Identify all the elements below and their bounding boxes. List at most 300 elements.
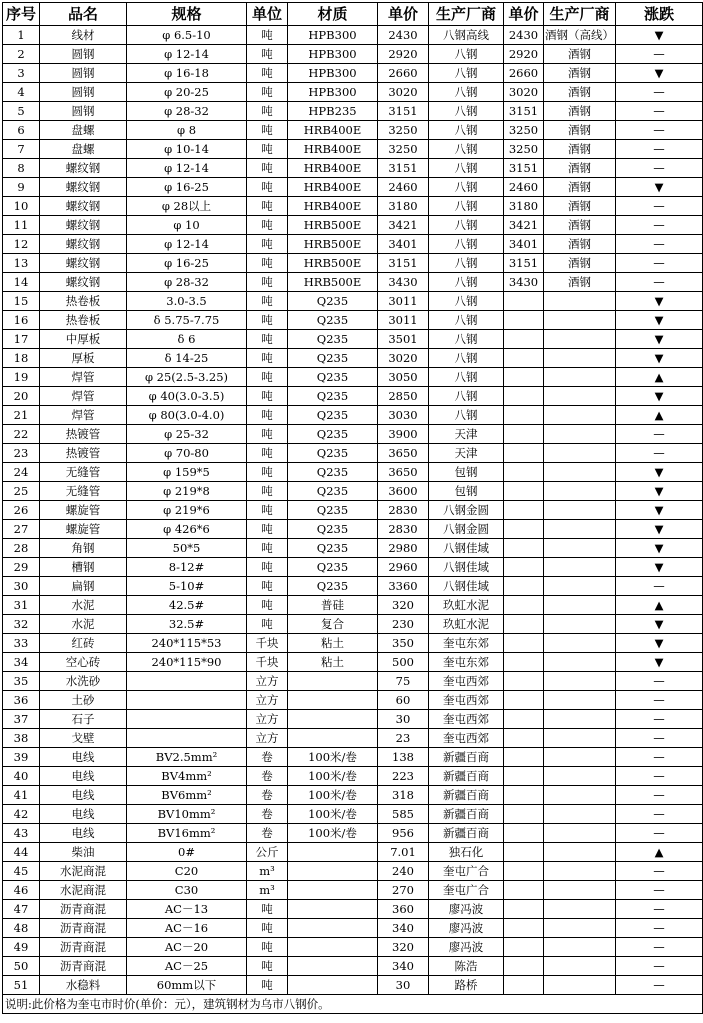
- cell-maker-2: [544, 558, 616, 577]
- cell-spec: φ 219*8: [127, 482, 247, 501]
- cell-price-2: [504, 710, 544, 729]
- cell-unit: 吨: [247, 197, 288, 216]
- cell-price-2: [504, 976, 544, 995]
- cell-no: 23: [3, 444, 40, 463]
- table-row: [3, 349, 703, 368]
- cell-maker-2: [544, 634, 616, 653]
- cell-unit: 吨: [247, 596, 288, 615]
- table-row: [3, 577, 703, 596]
- cell-no: 29: [3, 558, 40, 577]
- table-row: [3, 425, 703, 444]
- cell-no: 34: [3, 653, 40, 672]
- trend-icon: —: [616, 577, 703, 596]
- cell-maker-2: [544, 596, 616, 615]
- cell-no: 26: [3, 501, 40, 520]
- table-row: [3, 691, 703, 710]
- trend-icon: ▼: [616, 558, 703, 577]
- cell-price-1: 360: [378, 900, 429, 919]
- trend-icon: ▼: [616, 330, 703, 349]
- table-row: [3, 767, 703, 786]
- cell-material: Q235: [288, 482, 378, 501]
- cell-price-1: 2960: [378, 558, 429, 577]
- cell-name: 圆钢: [40, 45, 127, 64]
- cell-spec: 0#: [127, 843, 247, 862]
- trend-icon: ▼: [616, 292, 703, 311]
- cell-maker-1: 天津: [429, 425, 504, 444]
- cell-price-1: 2460: [378, 178, 429, 197]
- cell-price-2: 3151: [504, 159, 544, 178]
- cell-spec: φ 28-32: [127, 273, 247, 292]
- cell-price-1: 3650: [378, 444, 429, 463]
- trend-icon: ▼: [616, 653, 703, 672]
- trend-icon: —: [616, 900, 703, 919]
- table-row: [3, 805, 703, 824]
- cell-price-2: 2460: [504, 178, 544, 197]
- cell-maker-1: 八钢: [429, 140, 504, 159]
- trend-icon: —: [616, 425, 703, 444]
- table-row: [3, 463, 703, 482]
- cell-spec: 32.5#: [127, 615, 247, 634]
- cell-no: 32: [3, 615, 40, 634]
- cell-name: 热镀管: [40, 425, 127, 444]
- cell-maker-2: [544, 957, 616, 976]
- cell-maker-1: 奎屯西郊: [429, 710, 504, 729]
- cell-maker-1: 新疆百商: [429, 767, 504, 786]
- cell-unit: 吨: [247, 121, 288, 140]
- cell-name: 螺纹钢: [40, 178, 127, 197]
- table-row: [3, 710, 703, 729]
- cell-no: 10: [3, 197, 40, 216]
- cell-spec: BV2.5mm²: [127, 748, 247, 767]
- cell-maker-2: 酒钢: [544, 45, 616, 64]
- table-row: [3, 83, 703, 102]
- cell-no: 21: [3, 406, 40, 425]
- cell-maker-1: 独石化: [429, 843, 504, 862]
- cell-maker-1: 八钢金圆: [429, 520, 504, 539]
- table-row: [3, 406, 703, 425]
- cell-material: Q235: [288, 577, 378, 596]
- cell-material: [288, 843, 378, 862]
- cell-price-1: 956: [378, 824, 429, 843]
- header-material: 材质: [288, 3, 378, 26]
- cell-name: 红砖: [40, 634, 127, 653]
- cell-name: 戈壁: [40, 729, 127, 748]
- cell-price-2: 3020: [504, 83, 544, 102]
- cell-no: 6: [3, 121, 40, 140]
- cell-price-2: [504, 596, 544, 615]
- cell-name: 圆钢: [40, 102, 127, 121]
- cell-maker-2: [544, 444, 616, 463]
- cell-material: 100米/卷: [288, 767, 378, 786]
- table-row: [3, 140, 703, 159]
- cell-maker-2: 酒钢: [544, 83, 616, 102]
- cell-maker-2: 酒钢: [544, 254, 616, 273]
- cell-price-2: [504, 463, 544, 482]
- cell-no: 35: [3, 672, 40, 691]
- cell-maker-1: 廖冯波: [429, 938, 504, 957]
- cell-name: 水稳料: [40, 976, 127, 995]
- cell-material: [288, 729, 378, 748]
- cell-maker-2: [544, 539, 616, 558]
- cell-maker-2: [544, 900, 616, 919]
- cell-name: 水泥: [40, 596, 127, 615]
- cell-spec: φ 8: [127, 121, 247, 140]
- cell-maker-1: 玖虹水泥: [429, 596, 504, 615]
- table-row: [3, 501, 703, 520]
- cell-maker-2: 酒钢: [544, 159, 616, 178]
- table-row: [3, 634, 703, 653]
- cell-maker-1: 路桥: [429, 976, 504, 995]
- cell-spec: φ 6.5-10: [127, 26, 247, 45]
- cell-material: Q235: [288, 292, 378, 311]
- cell-material: 粘土: [288, 653, 378, 672]
- cell-maker-2: [544, 881, 616, 900]
- cell-price-1: 350: [378, 634, 429, 653]
- cell-price-2: [504, 501, 544, 520]
- cell-name: 无缝管: [40, 482, 127, 501]
- cell-price-1: 2430: [378, 26, 429, 45]
- cell-spec: φ 80(3.0-4.0): [127, 406, 247, 425]
- cell-maker-2: [544, 919, 616, 938]
- table-row: [3, 862, 703, 881]
- header-price-1: 单价: [378, 3, 429, 26]
- cell-unit: 吨: [247, 235, 288, 254]
- cell-name: 沥青商混: [40, 900, 127, 919]
- cell-unit: 吨: [247, 501, 288, 520]
- cell-maker-1: 八钢佳域: [429, 577, 504, 596]
- cell-unit: 吨: [247, 178, 288, 197]
- cell-spec: [127, 729, 247, 748]
- cell-no: 3: [3, 64, 40, 83]
- cell-no: 44: [3, 843, 40, 862]
- cell-price-1: 270: [378, 881, 429, 900]
- cell-maker-1: 八钢: [429, 197, 504, 216]
- cell-price-2: [504, 919, 544, 938]
- cell-maker-2: [544, 748, 616, 767]
- cell-name: 热卷板: [40, 311, 127, 330]
- cell-material: Q235: [288, 311, 378, 330]
- trend-icon: —: [616, 976, 703, 995]
- cell-name: 螺纹钢: [40, 254, 127, 273]
- trend-icon: —: [616, 121, 703, 140]
- cell-name: 沥青商混: [40, 919, 127, 938]
- cell-maker-2: [544, 938, 616, 957]
- cell-price-2: [504, 349, 544, 368]
- cell-price-2: 2660: [504, 64, 544, 83]
- cell-maker-1: 玖虹水泥: [429, 615, 504, 634]
- table-row: [3, 216, 703, 235]
- table-row: [3, 976, 703, 995]
- table-row: [3, 482, 703, 501]
- trend-icon: —: [616, 102, 703, 121]
- cell-maker-1: 八钢: [429, 330, 504, 349]
- cell-price-1: 3501: [378, 330, 429, 349]
- cell-price-1: 3430: [378, 273, 429, 292]
- cell-price-2: [504, 824, 544, 843]
- cell-maker-1: 八钢: [429, 159, 504, 178]
- cell-maker-1: 廖冯波: [429, 919, 504, 938]
- cell-maker-2: [544, 520, 616, 539]
- cell-name: 无缝管: [40, 463, 127, 482]
- cell-name: 水泥商混: [40, 881, 127, 900]
- cell-no: 40: [3, 767, 40, 786]
- cell-spec: C20: [127, 862, 247, 881]
- trend-icon: —: [616, 824, 703, 843]
- cell-material: [288, 881, 378, 900]
- cell-spec: [127, 672, 247, 691]
- table-row: [3, 102, 703, 121]
- cell-spec: φ 25(2.5-3.25): [127, 368, 247, 387]
- cell-material: HRB400E: [288, 121, 378, 140]
- cell-maker-2: 酒钢: [544, 235, 616, 254]
- cell-no: 28: [3, 539, 40, 558]
- table-row: [3, 26, 703, 45]
- header-maker-2: 生产厂商: [544, 3, 616, 26]
- cell-material: Q235: [288, 349, 378, 368]
- cell-spec: φ 12-14: [127, 45, 247, 64]
- table-row: [3, 178, 703, 197]
- cell-material: Q235: [288, 558, 378, 577]
- cell-material: Q235: [288, 520, 378, 539]
- cell-no: 31: [3, 596, 40, 615]
- cell-unit: 吨: [247, 64, 288, 83]
- trend-icon: —: [616, 83, 703, 102]
- cell-name: 盘螺: [40, 121, 127, 140]
- header-row: [3, 3, 703, 26]
- cell-unit: 吨: [247, 444, 288, 463]
- cell-maker-1: 八钢高线: [429, 26, 504, 45]
- cell-price-1: 585: [378, 805, 429, 824]
- cell-material: [288, 710, 378, 729]
- cell-price-2: [504, 805, 544, 824]
- cell-price-2: [504, 330, 544, 349]
- cell-material: HRB400E: [288, 197, 378, 216]
- cell-no: 50: [3, 957, 40, 976]
- cell-unit: 千块: [247, 634, 288, 653]
- cell-maker-1: 八钢: [429, 254, 504, 273]
- trend-icon: ▼: [616, 311, 703, 330]
- table-row: [3, 444, 703, 463]
- cell-spec: φ 12-14: [127, 159, 247, 178]
- cell-no: 33: [3, 634, 40, 653]
- cell-maker-1: 八钢: [429, 368, 504, 387]
- cell-price-2: [504, 615, 544, 634]
- cell-no: 7: [3, 140, 40, 159]
- cell-unit: 公斤: [247, 843, 288, 862]
- cell-price-2: [504, 881, 544, 900]
- cell-unit: 立方: [247, 710, 288, 729]
- note-text: 说明:此价格为奎屯市时价(单价：元），建筑钢材为乌市八钢价。: [3, 995, 703, 1014]
- cell-no: 36: [3, 691, 40, 710]
- trend-icon: ▼: [616, 482, 703, 501]
- cell-name: 中厚板: [40, 330, 127, 349]
- cell-material: HRB400E: [288, 140, 378, 159]
- cell-price-1: 320: [378, 596, 429, 615]
- cell-no: 1: [3, 26, 40, 45]
- cell-price-2: [504, 653, 544, 672]
- cell-no: 27: [3, 520, 40, 539]
- cell-name: 电线: [40, 748, 127, 767]
- table-row: [3, 786, 703, 805]
- cell-spec: AC－16: [127, 919, 247, 938]
- cell-material: [288, 672, 378, 691]
- trend-icon: —: [616, 957, 703, 976]
- cell-maker-2: [544, 387, 616, 406]
- cell-no: 41: [3, 786, 40, 805]
- cell-price-1: 138: [378, 748, 429, 767]
- trend-icon: —: [616, 710, 703, 729]
- trend-icon: ▼: [616, 463, 703, 482]
- cell-no: 19: [3, 368, 40, 387]
- cell-maker-1: 八钢: [429, 387, 504, 406]
- cell-maker-2: [544, 292, 616, 311]
- cell-maker-1: 八钢: [429, 349, 504, 368]
- cell-maker-2: [544, 786, 616, 805]
- trend-icon: —: [616, 140, 703, 159]
- cell-maker-1: 八钢: [429, 235, 504, 254]
- cell-unit: m³: [247, 862, 288, 881]
- cell-price-2: [504, 672, 544, 691]
- cell-maker-1: 奎屯广合: [429, 881, 504, 900]
- trend-icon: ▼: [616, 26, 703, 45]
- cell-maker-2: 酒钢（高线）: [544, 26, 616, 45]
- cell-unit: m³: [247, 881, 288, 900]
- table-row: [3, 615, 703, 634]
- cell-spec: δ 14-25: [127, 349, 247, 368]
- cell-price-2: [504, 311, 544, 330]
- cell-maker-2: 酒钢: [544, 178, 616, 197]
- cell-price-1: 340: [378, 957, 429, 976]
- cell-material: Q235: [288, 463, 378, 482]
- trend-icon: —: [616, 919, 703, 938]
- cell-spec: φ 159*5: [127, 463, 247, 482]
- cell-spec: BV4mm²: [127, 767, 247, 786]
- cell-spec: 240*115*90: [127, 653, 247, 672]
- table-row: [3, 292, 703, 311]
- cell-spec: φ 28-32: [127, 102, 247, 121]
- cell-price-1: 3900: [378, 425, 429, 444]
- trend-icon: —: [616, 235, 703, 254]
- cell-name: 螺纹钢: [40, 197, 127, 216]
- cell-name: 电线: [40, 767, 127, 786]
- trend-icon: ▼: [616, 520, 703, 539]
- table-row: [3, 159, 703, 178]
- table-row: [3, 919, 703, 938]
- cell-name: 螺纹钢: [40, 235, 127, 254]
- cell-price-2: [504, 691, 544, 710]
- cell-maker-1: 八钢: [429, 273, 504, 292]
- cell-material: 100米/卷: [288, 786, 378, 805]
- cell-maker-1: 八钢: [429, 406, 504, 425]
- cell-maker-2: 酒钢: [544, 102, 616, 121]
- cell-unit: 吨: [247, 140, 288, 159]
- cell-maker-2: [544, 805, 616, 824]
- cell-maker-2: [544, 368, 616, 387]
- table-row: [3, 672, 703, 691]
- cell-unit: 吨: [247, 520, 288, 539]
- trend-icon: —: [616, 729, 703, 748]
- cell-spec: BV16mm²: [127, 824, 247, 843]
- cell-maker-2: 酒钢: [544, 216, 616, 235]
- cell-spec: φ 16-25: [127, 254, 247, 273]
- cell-spec: C30: [127, 881, 247, 900]
- cell-price-1: 340: [378, 919, 429, 938]
- header-name: 品名: [40, 3, 127, 26]
- cell-price-1: 3600: [378, 482, 429, 501]
- cell-unit: 立方: [247, 729, 288, 748]
- cell-no: 14: [3, 273, 40, 292]
- cell-maker-1: 天津: [429, 444, 504, 463]
- cell-spec: δ 6: [127, 330, 247, 349]
- cell-material: Q235: [288, 368, 378, 387]
- trend-icon: —: [616, 748, 703, 767]
- cell-unit: 吨: [247, 539, 288, 558]
- cell-material: HPB300: [288, 83, 378, 102]
- cell-price-2: 3430: [504, 273, 544, 292]
- cell-price-1: 7.01: [378, 843, 429, 862]
- cell-maker-1: 八钢: [429, 311, 504, 330]
- cell-spec: 5-10#: [127, 577, 247, 596]
- cell-name: 沥青商混: [40, 957, 127, 976]
- trend-icon: ▼: [616, 64, 703, 83]
- cell-price-1: 3250: [378, 121, 429, 140]
- cell-no: 51: [3, 976, 40, 995]
- header-maker-1: 生产厂商: [429, 3, 504, 26]
- table-row: [3, 729, 703, 748]
- cell-material: Q235: [288, 425, 378, 444]
- trend-icon: ▲: [616, 596, 703, 615]
- cell-maker-2: [544, 729, 616, 748]
- cell-price-2: [504, 748, 544, 767]
- cell-spec: [127, 691, 247, 710]
- cell-maker-1: 奎屯广合: [429, 862, 504, 881]
- trend-icon: —: [616, 862, 703, 881]
- cell-price-2: [504, 957, 544, 976]
- cell-unit: 吨: [247, 957, 288, 976]
- header-no: 序号: [3, 3, 40, 26]
- trend-icon: —: [616, 691, 703, 710]
- cell-price-1: 2660: [378, 64, 429, 83]
- cell-spec: 3.0-3.5: [127, 292, 247, 311]
- cell-name: 螺纹钢: [40, 159, 127, 178]
- cell-maker-2: [544, 311, 616, 330]
- cell-no: 47: [3, 900, 40, 919]
- trend-icon: ▲: [616, 843, 703, 862]
- cell-price-1: 2850: [378, 387, 429, 406]
- cell-spec: 240*115*53: [127, 634, 247, 653]
- cell-price-1: 75: [378, 672, 429, 691]
- cell-price-2: [504, 425, 544, 444]
- cell-maker-2: [544, 672, 616, 691]
- cell-no: 45: [3, 862, 40, 881]
- cell-material: Q235: [288, 387, 378, 406]
- cell-price-2: 3151: [504, 102, 544, 121]
- cell-maker-1: 八钢: [429, 102, 504, 121]
- cell-maker-1: 八钢: [429, 292, 504, 311]
- cell-unit: 吨: [247, 615, 288, 634]
- cell-spec: φ 16-18: [127, 64, 247, 83]
- cell-name: 圆钢: [40, 83, 127, 102]
- cell-spec: [127, 710, 247, 729]
- cell-spec: 50*5: [127, 539, 247, 558]
- cell-no: 15: [3, 292, 40, 311]
- cell-price-2: [504, 406, 544, 425]
- cell-name: 空心砖: [40, 653, 127, 672]
- trend-icon: ▼: [616, 501, 703, 520]
- trend-icon: ▲: [616, 368, 703, 387]
- cell-spec: 8-12#: [127, 558, 247, 577]
- cell-name: 扁钢: [40, 577, 127, 596]
